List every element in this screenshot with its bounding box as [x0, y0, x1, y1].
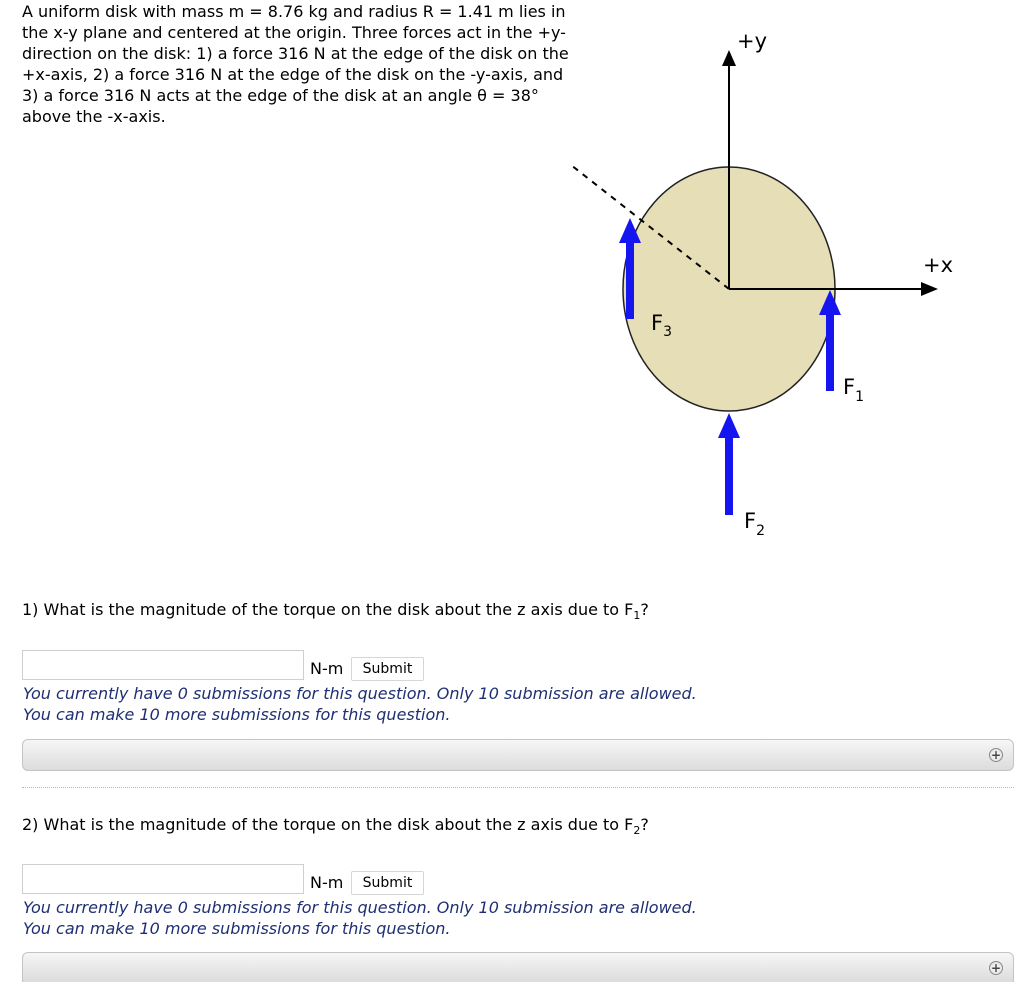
question-2-notice — [23, 897, 697, 939]
y-axis-arrowhead — [722, 50, 736, 66]
question-2-answer-input[interactable] — [22, 864, 304, 894]
f3-label: $F_3$ — [651, 311, 673, 340]
question-1-text — [22, 600, 649, 622]
y-axis-label: +y — [737, 29, 768, 53]
question-1-notice-line1: You currently have 0 submissions for this question. Only 10 submission are allowed. — [23, 684, 697, 703]
question-2-notice-line2: You can make 10 more submissions for this question. — [23, 919, 451, 938]
question-2-text — [22, 815, 649, 837]
question-1-notice — [23, 683, 697, 725]
question-1-notice-line2: You can make 10 more submissions for this question. — [23, 705, 451, 724]
question-1-unit: N-m — [310, 659, 344, 678]
question-1-prefix: 1) What is the magnitude of the torque on the disk about the z axis due to F — [22, 600, 634, 619]
question-2-prefix: 2) What is the magnitude of the torque on the disk about the z axis due to F — [22, 815, 634, 834]
problem-statement: A uniform disk with mass m = 8.76 kg and radius R = 1.41 m lies in the x-y plane and centered at the origin. Three forces act in the +y-direction on the disk: 1) a force 316 N at the edge of the disk on the +x-axis, 2) a force 316 N at the edge of the disk on the -y-axis, and 3) a force 316 N acts at the edge of the disk at an angle θ = 38° above the -x-axis. — [22, 2, 569, 126]
question-1-answer-input[interactable] — [22, 650, 304, 680]
f2-arrowhead — [718, 413, 740, 438]
f2-arrow-shaft — [725, 435, 733, 515]
question-2-help-bar[interactable] — [22, 952, 1014, 982]
question-1-help-bar[interactable] — [22, 739, 1014, 771]
x-axis-label: +x — [923, 253, 954, 277]
question-1-subscript: 1 — [633, 609, 641, 623]
question-2-unit: N-m — [310, 873, 344, 892]
f2-label: $F_2$ — [744, 509, 766, 539]
f3-arrow-shaft — [626, 240, 634, 319]
question-2-subscript: 2 — [633, 824, 641, 838]
x-axis-arrowhead — [921, 282, 938, 296]
question-1-suffix: ? — [640, 600, 649, 619]
plus-icon[interactable]: + — [990, 961, 1002, 975]
f1-arrow-shaft — [826, 312, 834, 391]
question-2-suffix: ? — [640, 815, 649, 834]
question-separator — [22, 787, 1014, 788]
plus-icon[interactable]: + — [990, 748, 1002, 762]
question-2-notice-line1: You currently have 0 submissions for this question. Only 10 submission are allowed. — [23, 898, 697, 917]
question-1-submit-button[interactable]: Submit — [351, 657, 424, 681]
f1-label: $F_1$ — [843, 375, 865, 405]
question-2-submit-button[interactable]: Submit — [351, 871, 424, 895]
